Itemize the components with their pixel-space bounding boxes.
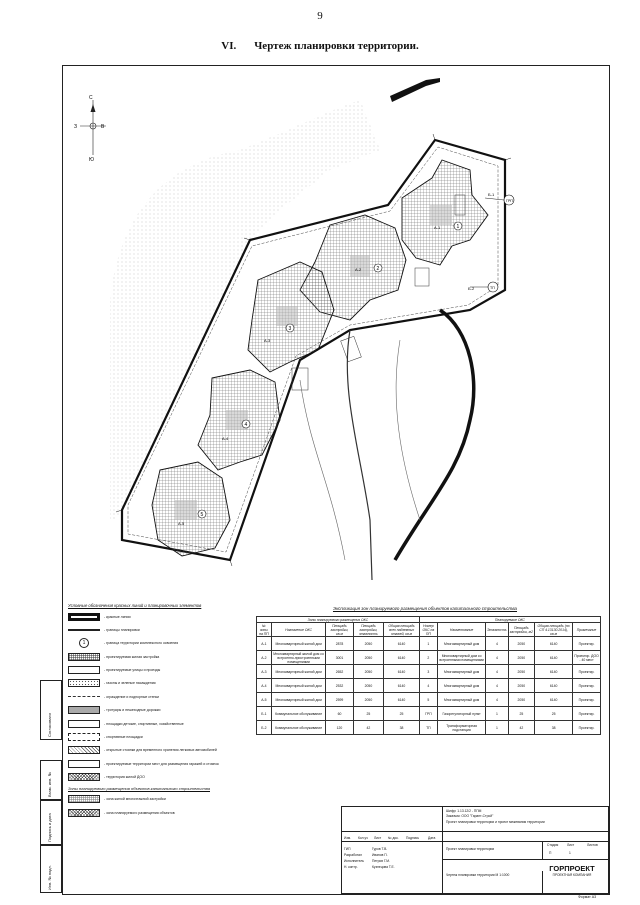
swatch-green (68, 679, 100, 687)
side-replaces: Взам. инв. № (40, 760, 62, 800)
swatch-planning-border (68, 629, 100, 631)
table-row: Б-1 Коммунальное обслуживание 60 25 25 ГРП Газорегуляторный пункт 1 25 25 Проектир. (257, 707, 601, 721)
swatch-garages (68, 760, 100, 768)
table-row: А-3 Многоквартирный жилой дом 2652 2050 6140 3 Многоквартирный дом 4 2050 6140 Проектир. (257, 665, 601, 679)
swatch-zone-housing (68, 795, 100, 803)
page-number: 9 (317, 10, 323, 22)
stamp-col-3: Лист (374, 836, 382, 840)
legend-subtitle: Зоны планируемого размещения объектов капитального строительства (68, 785, 210, 791)
label-a3: А-3 (264, 338, 271, 343)
legend-title: Условные обозначения красных линий и планировочных элементов (68, 603, 202, 608)
legend-item: - тротуары и пешеходные дорожки (68, 705, 238, 716)
paper-format: Формат А3 (578, 895, 597, 899)
legend-item: - проектируемая жилая застройка (68, 651, 238, 662)
legend (68, 603, 238, 820)
label-a1: А-1 (434, 225, 441, 230)
road-top (390, 78, 440, 102)
legend-item: - зона жилой многоэтажной застройки (68, 794, 238, 805)
label-a5: А-5 (178, 521, 185, 526)
swatch-zone-objects (68, 809, 100, 817)
swatch-red-lines (68, 613, 100, 621)
stamp-code: Шифр: 1.13.12/2 - ППМ (446, 809, 482, 813)
stamp-col-5: Подпись (406, 836, 420, 840)
stamp-col-6: Дата (428, 836, 436, 840)
compass-e: В (101, 124, 105, 130)
stamp-sheet-title: Проект планировки территории (446, 847, 495, 851)
swatch-fence (68, 696, 100, 697)
side-signature: Подпись и дата (40, 800, 62, 845)
swatch-housing (68, 653, 100, 661)
label-b2: Б-2 (468, 286, 475, 291)
paths (300, 340, 420, 560)
swatch-doo (68, 773, 100, 781)
table-row: А-2 Многоквартирный жилой дом со встроенно-пристроенными помещениями 3001 2050 6140 2 Многоквартирный дом со встроенными помещениями 4 2050 6140 Проектир. ДОО - 40 мест (257, 651, 601, 665)
stamp-col-1: Изм. (344, 836, 352, 840)
legend-item: - газоны и зеленые насаждения (68, 678, 238, 689)
table-header: № зоны на ПП Назначение ОКС Площадь застройки, кв.м Площадь застройки, этажность Общая площадь всех надземных этажей, кв.м Номер ОКС на ПП Наименование Этажность Площадь застройки, м2 Общая площадь (по СП 4.13130.2014), кв.м Примечание (257, 623, 601, 637)
group-right: Планируемые ОКС (419, 617, 600, 623)
swatch-playgrounds (68, 720, 100, 728)
title-block: Шифр: 1.13.12/2 - ППМ Заказчик: ООО "Гарант-Строй" Проект планировки территории и проект межевания территории Изм. Кол.уч Лист № док. Подпись Дата ГИП Гуров Т.В. Разработал Иванов П. Исполнитель Петров Г.М. Н. контр. Кузнецова Т.Е. Проект планировки территории Стадия Лист Листов П 1 Чертеж планировки территории М 1:1000 ГОРПРОЕКТ ПРОЕКТНАЯ КОМПАНИЯ (341, 806, 609, 894)
table-title: Экспликация зон планируемого размещения объектов капитального строительства (332, 606, 518, 611)
zone-2: 2 (376, 266, 380, 272)
side-approved: Согласовано (40, 680, 62, 740)
zone-4: 4 (244, 422, 248, 428)
zone-5: 5 (200, 512, 204, 518)
legend-item: - проектируемые территории мест для размещения гаражей и стоянок (68, 758, 238, 769)
legend-item: - ограждение и подпорные стенки (68, 691, 238, 702)
swatch-sport (68, 733, 100, 741)
road-east (395, 310, 474, 560)
stamp-customer: Заказчик: ООО "Гарант-Строй" (446, 814, 494, 818)
zone-1: 1 (456, 224, 460, 230)
label-a4: А-4 (222, 436, 229, 441)
compass-s: Ю (89, 157, 95, 163)
legend-item: - границы планировки (68, 624, 238, 635)
section-number: VI. (221, 40, 237, 52)
stamp-col-4: № док. (388, 836, 399, 840)
stamp-col-2: Кол.уч (358, 836, 368, 840)
zone-3: 3 (288, 326, 292, 332)
stamp-drawing-title: Чертеж планировки территории М 1:1000 (446, 873, 510, 877)
table-row: А-4 Многоквартирный жилой дом 2532 2050 6140 4 Многоквартирный дом 4 2050 6140 Проектир. (257, 679, 601, 693)
table-row: А-5 Многоквартирный жилой дом 2599 2050 6140 5 Многоквартирный дом 4 2050 6140 Проектир. (257, 693, 601, 707)
legend-item: - площадки детские, спортивные, хозяйственные (68, 718, 238, 729)
swatch-sidewalks (68, 706, 100, 714)
legend-item: 1 - граница территории комплексного освоения (68, 638, 238, 649)
explication-table (256, 616, 601, 735)
swatch-streets (68, 666, 100, 674)
compass-w: З (74, 124, 78, 130)
label-a2: А-2 (355, 267, 362, 272)
group-left: Зоны планируемого размещения ОКС (257, 617, 420, 623)
swatch-parking (68, 746, 100, 754)
legend-item: - красные линии (68, 611, 238, 622)
legend-item: - открытые стоянки для временного хранения легковых автомобилей (68, 745, 238, 756)
compass-n: С (89, 95, 93, 101)
side-inventory: Инв. № подл. (40, 845, 62, 893)
stamp-project: Проект планировки территории и проект межевания территории (446, 820, 545, 824)
swatch-complex-territory: 1 (68, 639, 100, 647)
label-b1: Б-1 (488, 192, 495, 197)
table-row: Б-2 Коммунальное обслуживание 120 42 38 ТП Трансформаторная подстанция 1 42 38 Проектир. (257, 721, 601, 735)
callout-grp: ГРП (506, 199, 513, 203)
legend-item: - зона планируемого размещения объектов (68, 807, 238, 818)
table-row: А-1 Многоквартирный жилой дом 2878 2050 6140 1 Многоквартирный дом 4 2050 6140 Проектир. (257, 637, 601, 651)
legend-item: - спортивные площадки (68, 732, 238, 743)
callout-tp: ТП (490, 286, 495, 290)
road-south (347, 330, 372, 580)
section-title: Чертеж планировки территории. (254, 40, 419, 52)
org-logo: ГОРПРОЕКТ ПРОЕКТНАЯ КОМПАНИЯ (549, 864, 595, 877)
legend-item: - проектируемые улицы и проезды (68, 665, 238, 676)
legend-item: - территория жилой ДОО (68, 772, 238, 783)
